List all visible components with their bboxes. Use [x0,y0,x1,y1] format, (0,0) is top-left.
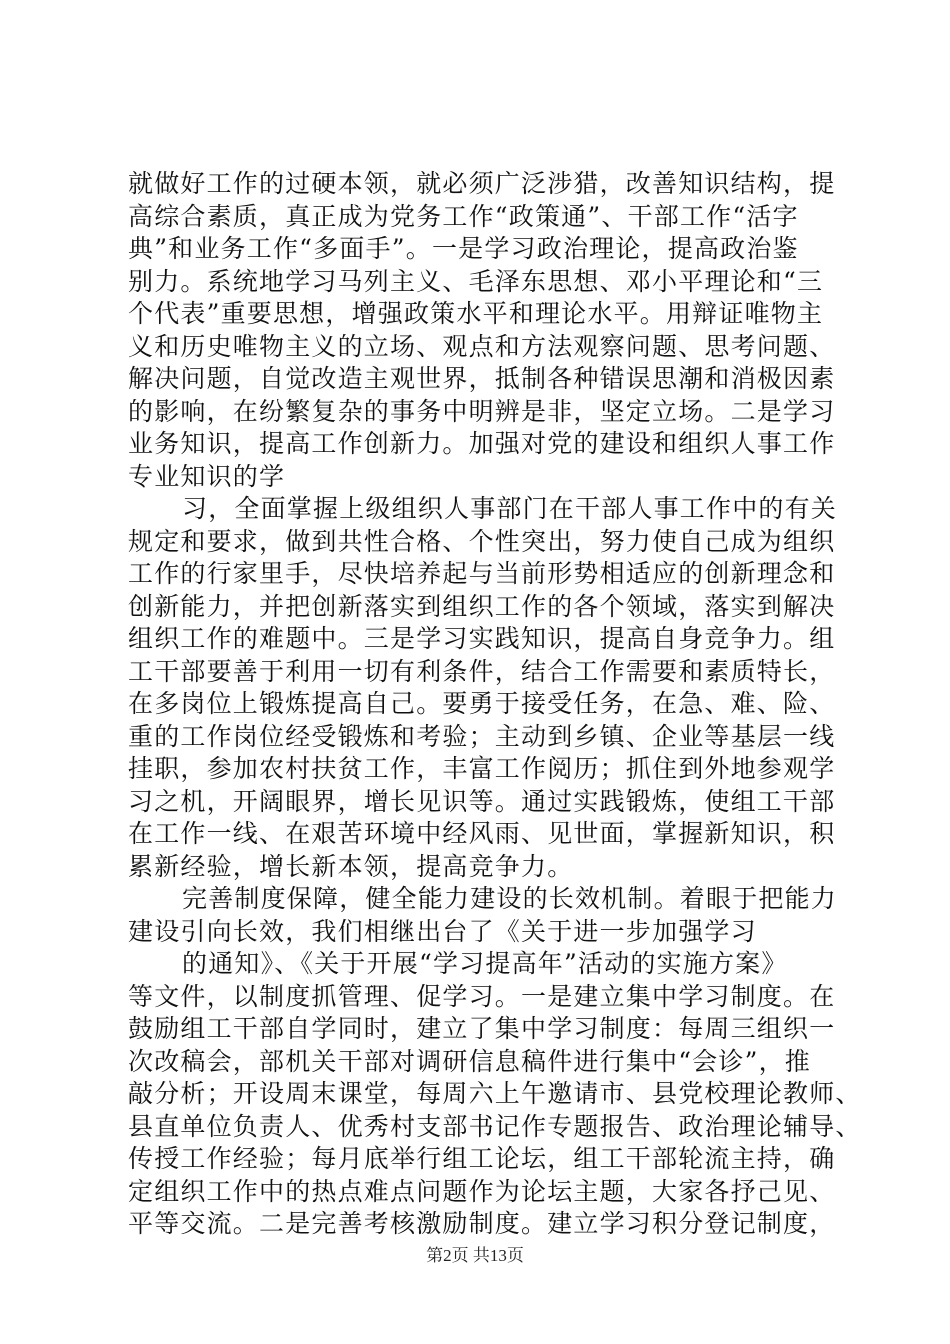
text-line: 专业知识的学 [128,461,286,491]
text-line: 定组织工作中的热点难点问题作为论坛主题，大家各抒己见、 [128,1176,836,1206]
page-number-footer: 第2页 共13页 [426,1246,524,1265]
text-line: 个代表”重要思想，增强政策水平和理论水平。用辩证唯物主 [128,299,824,328]
text-line: 等文件，以制度抓管理、促学习。一是建立集中学习制度。在 [128,981,836,1011]
text-line: 累新经验，增长新本领，提高竞争力。 [128,851,574,881]
text-line: 的通知》、《关于开展“学习提高年”活动的实施方案》 [182,949,788,978]
text-line: 典”和业务工作“多面手”。一是学习政治理论，提高政治鉴 [128,234,799,263]
text-line: 解决问题，自觉改造主观世界，抵制各种错误思潮和消极因素 [128,364,836,393]
text-line: 组织工作的难题中。三是学习实践知识，提高自身竞争力。组 [128,624,836,653]
text-line: 次改稿会，部机关干部对调研信息稿件进行集中“会诊”，推 [128,1046,811,1076]
text-line: 传授工作经验；每月底举行组工论坛，组工干部轮流主持，确 [128,1144,836,1173]
text-line: 创新能力，并把创新落实到组织工作的各个领域，落实到解决 [128,591,836,621]
text-line: 平等交流。二是完善考核激励制度。建立学习积分登记制度， [128,1209,836,1238]
text-line: 别力。系统地学习马列主义、毛泽东思想、邓小平理论和“三 [128,266,824,296]
text-line: 工干部要善于利用一切有利条件，结合工作需要和素质特长， [128,656,836,686]
body-text [128,168,862,1241]
text-line: 义和历史唯物主义的立场、观点和方法观察问题、思考问题、 [128,331,836,361]
text-line: 习之机，开阔眼界，增长见识等。通过实践锻炼，使组工干部 [128,786,836,816]
text-line: 规定和要求，做到共性合格、个性突出，努力使自己成为组织 [128,526,836,556]
text-line: 县直单位负责人、优秀村支部书记作专题报告、政治理论辅导、 [128,1111,862,1141]
text-line: 挂职，参加农村扶贫工作，丰富工作阅历；抓住到外地参观学 [128,754,836,783]
text-line: 敲分析；开设周末课堂，每周六上午邀请市、县党校理论教师、 [128,1079,862,1108]
text-line: 完善制度保障，健全能力建设的长效机制。着眼于把能力 [182,884,838,913]
text-line: 的影响，在纷繁复杂的事务中明辨是非，坚定立场。二是学习 [128,396,836,426]
text-line: 在工作一线、在艰苦环境中经风雨、见世面，掌握新知识，积 [128,819,836,848]
text-line: 高综合素质，真正成为党务工作“政策通”、干部工作“活字 [128,201,799,231]
text-line: 习，全面掌握上级组织人事部门在干部人事工作中的有关 [182,494,838,523]
text-line: 在多岗位上锻炼提高自己。要勇于接受任务，在急、难、险、 [128,689,836,718]
text-line: 建设引向长效，我们相继出台了《关于进一步加强学习 [128,916,757,946]
text-line: 鼓励组工干部自学同时，建立了集中学习制度：每周三组织一 [128,1014,836,1043]
text-line: 业务知识，提高工作创新力。加强对党的建设和组织人事工作 [128,429,836,458]
text-line: 工作的行家里手，尽快培养起与当前形势相适应的创新理念和 [128,559,836,588]
text-line: 就做好工作的过硬本领，就必须广泛涉猎，改善知识结构，提 [128,169,836,198]
text-line: 重的工作岗位经受锻炼和考验；主动到乡镇、企业等基层一线 [128,721,836,751]
